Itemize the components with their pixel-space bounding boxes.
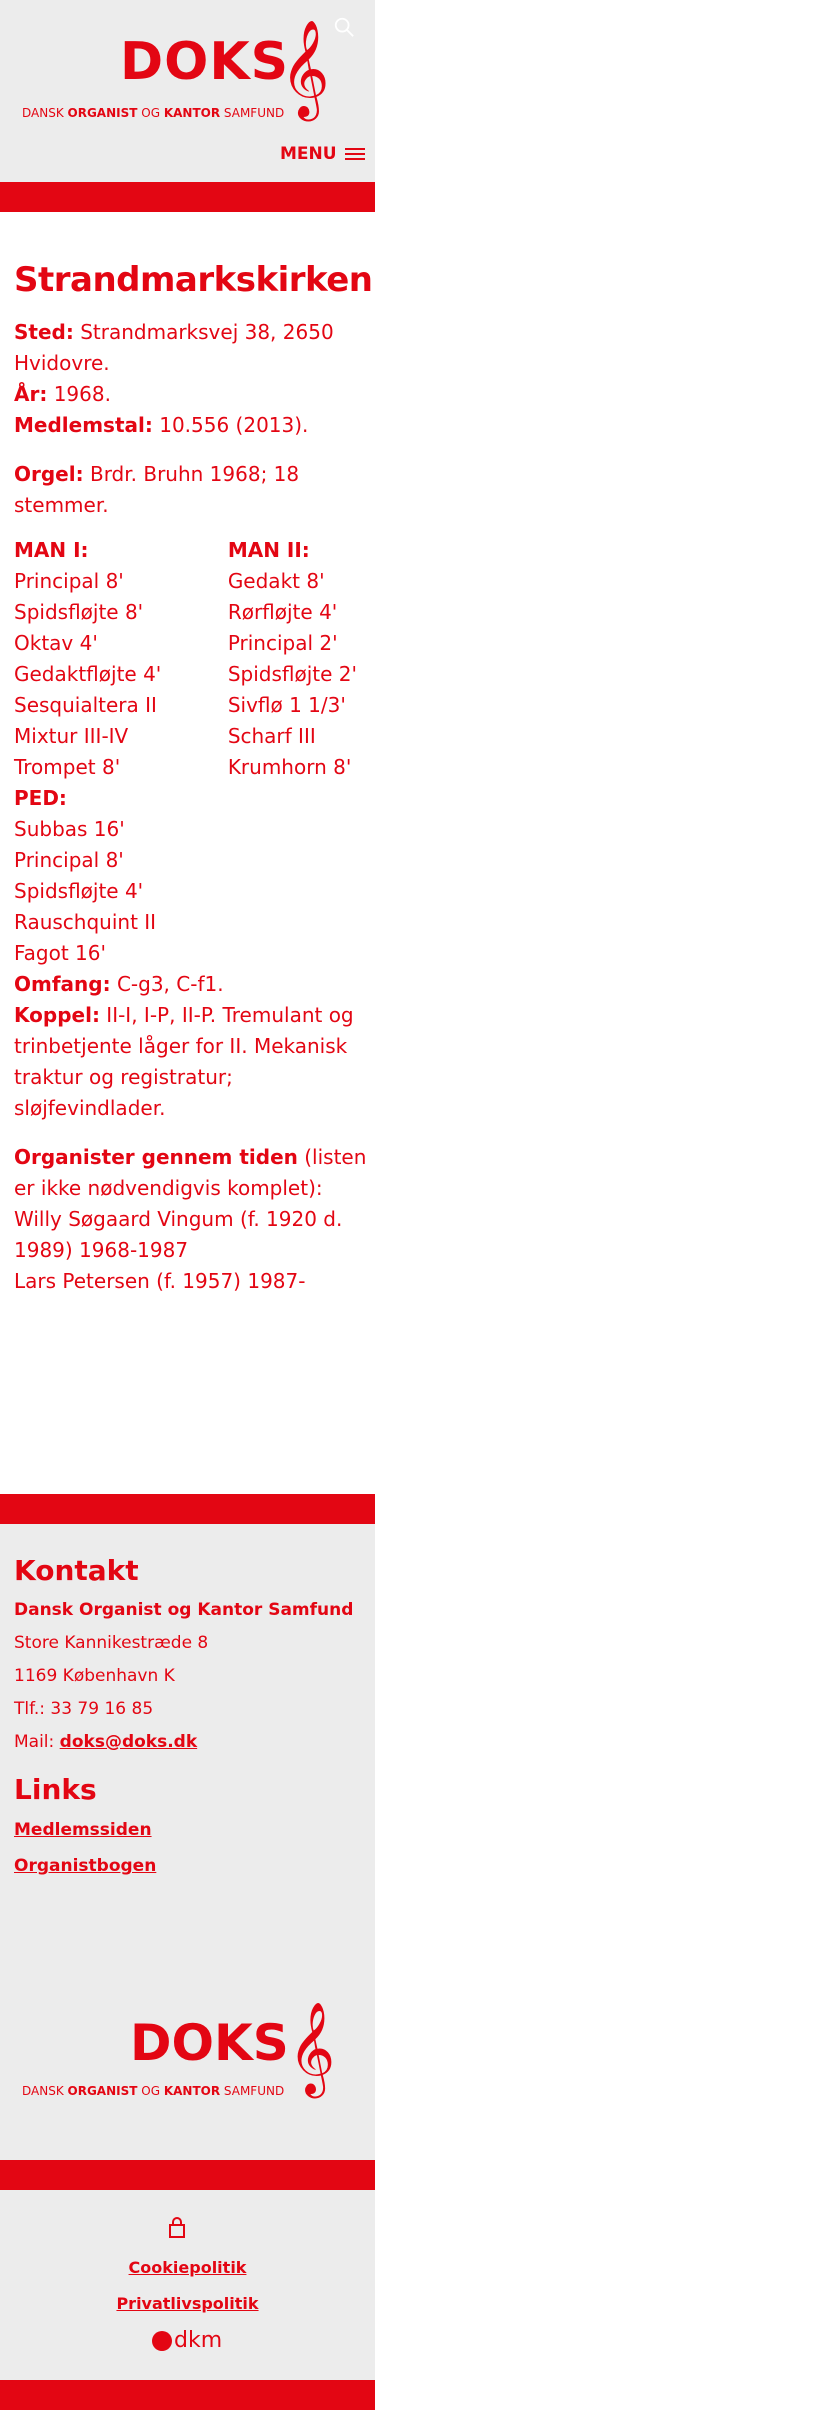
ped-title: PED: <box>14 786 67 811</box>
sted-line: Sted: Strandmarksvej 38, 2650 Hvidovre. <box>14 320 334 376</box>
stop-item: Principal 8' <box>14 569 124 594</box>
stop-item: Spidsfløjte 8' <box>14 600 144 625</box>
organist-item: Lars Petersen (f. 1957) 1987- <box>14 1269 306 1294</box>
stop-item: Fagot 16' <box>14 941 107 966</box>
stop-item: Oktav 4' <box>14 631 98 656</box>
address-line: Store Kannikestræde 8 <box>14 1632 209 1653</box>
dkm-dot-icon <box>152 2331 172 2351</box>
kontakt-title: Kontakt <box>14 1554 139 1587</box>
logo-tagline: DANSK ORGANIST OG KANTOR SAMFUND <box>22 106 285 120</box>
lock-icon <box>168 2216 186 2238</box>
stop-item: Sivflø 1 1/3' <box>227 693 346 718</box>
logo-word: DOKS <box>120 32 290 92</box>
search-icon[interactable] <box>333 16 355 38</box>
ped-column <box>14 783 369 969</box>
menu-label: MENU <box>280 144 337 164</box>
final-red-bar <box>0 2380 375 2410</box>
main-content <box>14 260 373 1297</box>
stop-item: Subbas 16' <box>14 817 125 842</box>
dkm-text: dkm <box>174 2328 223 2353</box>
medlemstal-line: Medlemstal: 10.556 (2013). <box>14 413 309 438</box>
footer-content <box>14 1554 359 1884</box>
legal-area <box>0 2190 375 2380</box>
stop-item: Rørfløjte 4' <box>227 600 338 625</box>
phone-line: Tlf.: 33 79 16 85 <box>14 1698 154 1719</box>
menu-button[interactable] <box>280 144 365 164</box>
stop-item: Rauschquint II <box>14 910 157 935</box>
links-title: Links <box>14 1772 97 1806</box>
cookie-link[interactable]: Cookiepolitik <box>128 2258 247 2277</box>
page <box>0 0 375 2410</box>
koppel-line: Koppel: II-I, I-P, II-P. Tremulant og trinbetjente låger for II. Mekanisk traktur og registratur; sløjfevindlader. <box>14 1003 354 1121</box>
page-title: Strandmarkskirken <box>14 260 373 300</box>
org-name: Dansk Organist og Kantor Samfund <box>14 1599 354 1620</box>
site-header <box>0 0 375 182</box>
stop-list <box>14 535 369 783</box>
aar-line: År: 1968. <box>14 382 111 407</box>
mail-link[interactable]: doks@doks.dk <box>59 1731 198 1752</box>
stop-item: Sesquialtera II <box>14 693 157 718</box>
link-medlemssiden[interactable]: Medlemssiden <box>14 1820 152 1841</box>
privacy-link[interactable]: Privatlivspolitik <box>116 2294 259 2313</box>
stop-item: Trompet 8' <box>14 755 121 780</box>
logo-word: DOKS <box>130 2014 289 2072</box>
logo-tagline: DANSK ORGANIST OG KANTOR SAMFUND <box>22 2084 285 2098</box>
stop-item: Mixtur III-IV <box>14 724 129 749</box>
stop-item: Spidsfløjte 4' <box>14 879 144 904</box>
link-organistbogen[interactable]: Organistbogen <box>14 1856 157 1877</box>
orgel-line: Orgel: Brdr. Bruhn 1968; 18 stemmer. <box>14 462 300 518</box>
treble-clef-icon: 𝄞 <box>280 19 330 117</box>
organister-heading: Organister gennem tiden (listen er ikke nødvendigvis komplet): <box>14 1145 367 1201</box>
header-red-bar <box>0 182 375 212</box>
footer-logo[interactable] <box>22 2001 352 2120</box>
stop-item: Principal 2' <box>227 631 338 656</box>
omfang-line: Omfang: C-g3, C-f1. <box>14 972 224 997</box>
hamburger-icon <box>345 148 365 160</box>
man2-title: MAN II: <box>227 538 310 563</box>
stop-item: Gedaktfløjte 4' <box>14 662 162 687</box>
stop-item: Scharf III <box>227 724 316 749</box>
bottom-red-bar <box>0 2160 375 2190</box>
footer-red-bar <box>0 1494 375 1524</box>
organist-item: Willy Søgaard Vingum (f. 1920 d. 1989) 1968-1987 <box>14 1207 343 1263</box>
treble-clef-icon: 𝄞 <box>288 2001 336 2094</box>
stop-item: Spidsfløjte 2' <box>227 662 357 687</box>
doks-logo[interactable] <box>22 19 330 148</box>
address-line: 1169 København K <box>14 1665 175 1686</box>
man1-column <box>14 535 228 783</box>
man2-column <box>228 535 369 783</box>
man1-title: MAN I: <box>14 538 89 563</box>
mail-line: Mail: doks@doks.dk <box>14 1731 198 1752</box>
stop-item: Principal 8' <box>14 848 124 873</box>
dkm-logo[interactable] <box>152 2328 222 2353</box>
stop-item: Krumhorn 8' <box>227 755 352 780</box>
stop-item: Gedakt 8' <box>227 569 325 594</box>
